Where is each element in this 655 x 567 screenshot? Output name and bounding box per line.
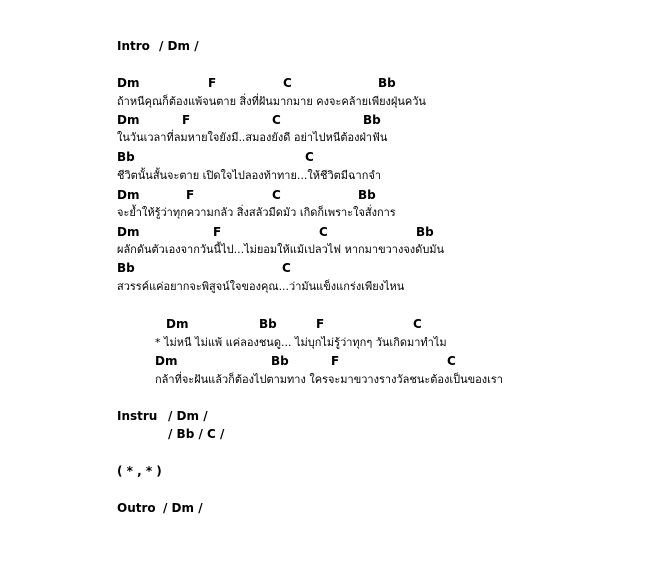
chord: Dm — [117, 188, 140, 202]
chord: Bb — [117, 261, 135, 275]
chord: F — [331, 354, 340, 368]
chord: F — [208, 76, 217, 90]
chord: Dm — [117, 76, 140, 90]
chord: Bb — [363, 113, 381, 127]
chord: F — [213, 225, 222, 239]
chord: Dm — [117, 113, 140, 127]
lyric-line: สวรรค์แค่อยากจะพิสูจน์ใจของคุณ...ว่ามันแข็งแกร่งเพียงไหน — [117, 280, 405, 293]
chord: C — [319, 225, 328, 239]
repeat-marker: ( * , * ) — [117, 464, 162, 478]
instru-label: Instru — [117, 409, 158, 423]
lyric-line: * ไม่หนี ไม่แพ้ แค่ลองชนดู... ไม่บุกไม่รู้ว่าทุกๆ วันเกิดมาทำไม — [155, 336, 447, 349]
chord: Bb — [416, 225, 434, 239]
chord: Dm — [166, 317, 189, 331]
chord: Bb — [117, 150, 135, 164]
chord: F — [182, 113, 191, 127]
chord: C — [283, 76, 292, 90]
outro-label: Outro — [117, 501, 156, 515]
intro-label: Intro — [117, 39, 150, 53]
chord: C — [447, 354, 456, 368]
chord: C — [305, 150, 314, 164]
chord: Dm — [155, 354, 178, 368]
lyric-line: กล้าที่จะฝันแล้วก็ต้องไปตามทาง ใครจะมาขวางรางวัลชนะต้องเป็นของเรา — [155, 373, 503, 386]
lyric-line: ชีวิตนั้นสั้นจะตาย เปิดใจไปลองท้าทาย...ให้ชีวิตมีฉากจำ — [117, 169, 382, 182]
chord: Bb — [259, 317, 277, 331]
instru-chords: / Dm / — [168, 409, 208, 423]
chord: C — [413, 317, 422, 331]
chord: F — [316, 317, 325, 331]
chord: Dm — [117, 225, 140, 239]
lyric-line: ผลักดันตัวเองจากวันนี้ไป...ไม่ยอมให้แม้เปลวไฟ หากมาขวางจงดับมัน — [117, 243, 445, 256]
outro-chords: / Dm / — [163, 501, 203, 515]
chord: C — [272, 113, 281, 127]
lyric-line: จะย้ำให้รู้ว่าทุกความกลัว สิ่งสลัวมืดมัว เกิดก็เพราะใจสั่งการ — [117, 206, 396, 219]
lyric-line: ในวันเวลาที่ลมหายใจยังมี..สมองยังดี อย่าไปหนีต้องฝ่าฟัน — [117, 131, 388, 144]
chord: Bb — [378, 76, 396, 90]
lyric-line: ถ้าหนีคุณก็ต้องแพ้จนตาย สิ่งที่ฝันมากมาย คงจะคล้ายเพียงฝุ่นควัน — [117, 95, 426, 108]
chord: Bb — [358, 188, 376, 202]
chord: F — [186, 188, 195, 202]
instru-chords: / Bb / C / — [168, 427, 225, 441]
intro-chords: / Dm / — [159, 39, 199, 53]
chord: C — [282, 261, 291, 275]
chord: C — [272, 188, 281, 202]
chord: Bb — [271, 354, 289, 368]
